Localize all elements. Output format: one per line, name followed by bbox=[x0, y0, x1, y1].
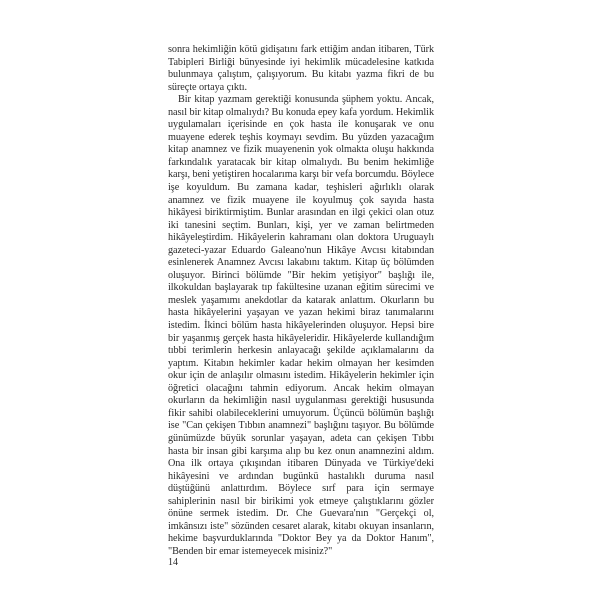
paragraph-book-intro: Bir kitap yazmam gerektiği konusunda şüphem yoktu. Ancak, nasıl bir kitap olmalıydı? Bu konuda epey kafa yordum. Hekimlik uygulamaları içerisinde en çok hasta ile konuşarak ve onu muayene ederek teşhis koymayı sevdim. Bu yüzden yazacağım kitap anamnez ve fizik muayenenin yok olmakta oluşu hakkında farkındalık yaratacak bir kitap olmalıydı. Bu benim hekimliğe karşı, beni yetiştiren hocalarıma karşı bir vefa borcumdu. Böylece işe koyuldum. Bu zamana kadar, teşhisleri ağırlıklı olarak anamnez ve fizik muayene ile koyulmuş çok sayıda hasta hikâyesi biriktirmiştim. Bunlar arasından en ilgi çekici olan otuz iki tanesini seçtim. Bunları, kişi, yer ve zaman belirtmeden hikâyeleştirdim. Hikâyelerin kahramanı olan doktora Uruguaylı gazeteci-yazar Eduardo Galeano'nun Hikâye Avcısı kitabından esinlenerek Anamnez Avcısı lakabını taktım. Kitap üç bölümden oluşuyor. Birinci bölümde "Bir hekim yetişiyor" başlığı ile, ilkokuldan başlayarak tıp fakültesine uzanan eğitim sürecimi ve meslek yaşamımı anekdotlar da katarak anlattım. Okurların bu hasta hikâyelerini yaşayan ve yazan hekimi biraz tanımalarını istedim. İkinci bölüm hasta hikâyelerinden oluşuyor. Hepsi bire bir yaşanmış gerçek hasta hikâyeleridir. Hikâyelerde kullandığım tıbbi terimlerin herkesin anlayacağı şekilde açıklamalarını da yaptım. Kitabın hekimler kadar hekim olmayan her kesimden okur için de anlaşılır olmasını istedim. Hikâyelerin hekimler için öğretici olacağını tahmin ediyorum. Ancak hekim olmayan okurların da hekimliğin nasıl uygulanması gerektiği hususunda fikir sahibi olabileceklerini umuyorum. Üçüncü bölümün başlığı ise "Can çekişen Tıbbın anamnezi" başlığını taşıyor. Bu bölümde günümüzde büyük sorunlar yaşayan, adeta can çekişen Tıbbı hasta bir insan gibi karşıma alıp bu kez onun anamnezini aldım. Ona ilk ortaya çıkışından itibaren Dünyada ve Türkiye'deki hikâyesini ve ardından bugünkü hastalıklı duruma nasıl düştüğünü anlattırdım. Böylece sırf para için sermaye sahiplerinin nasıl bir birikimi yok etmeye çalıştıklarını gözler önüne sermek istedim. Dr. Che Guevara'nın "Gerçekçi ol, imkânsızı iste" sözünden cesaret alarak, kitabı okuyan insanların, hekime başvurduklarında "Doktor Bey ya da Doktor Hanım", "Benden bir emar istemeyecek misiniz?" bbox=[168, 94, 435, 557]
paragraph-continuation: sonra hekimliğin kötü gidişatını fark ettiğim andan itibaren, Türk Tabipleri Birliği bünyesinde iyi hekimlik mücadelesine katkıda bulunmaya çalıştım, çalışıyorum. Bu kitabı yazma fikri de bu süreçte ortaya çıktı. bbox=[168, 44, 434, 93]
book-page-body bbox=[168, 44, 434, 558]
page-number: 14 bbox=[168, 557, 178, 568]
